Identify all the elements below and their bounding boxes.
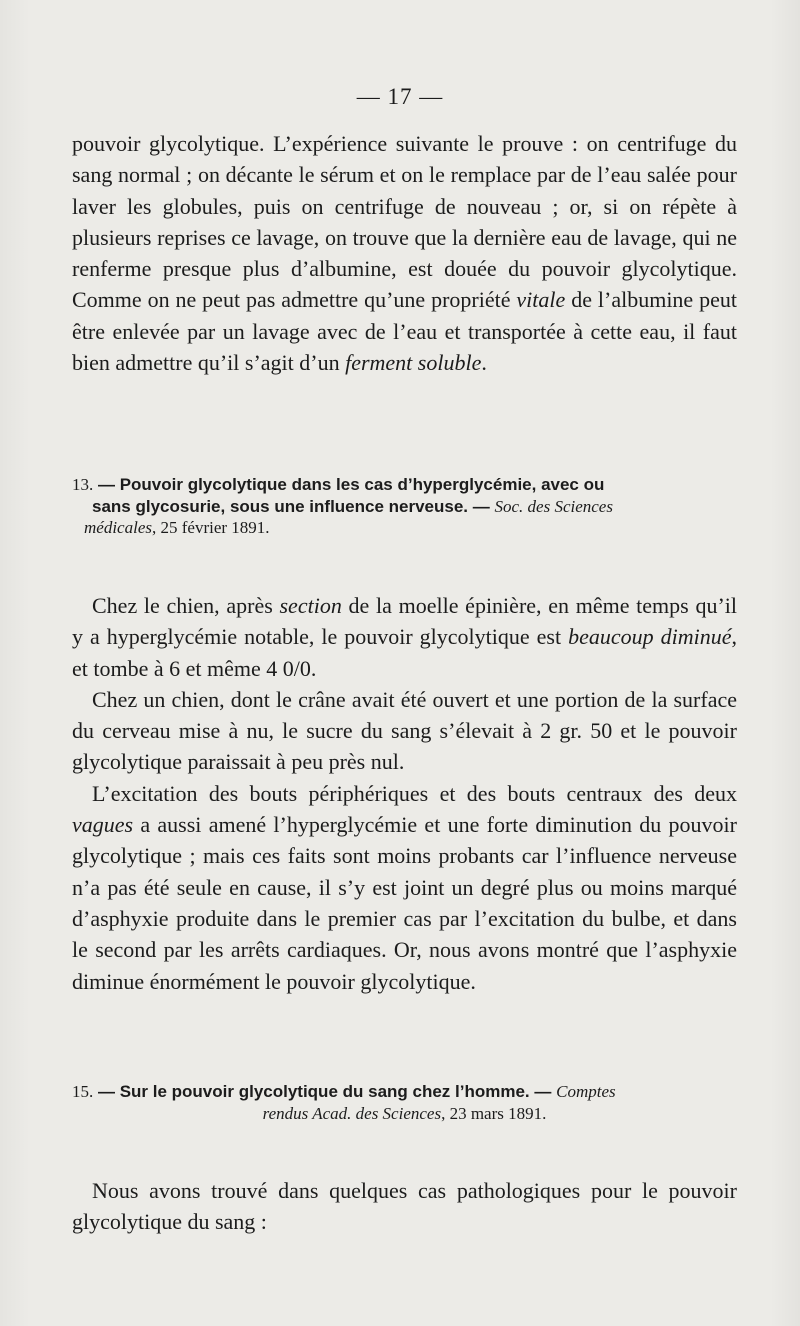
page-number: — 17 — [356,84,444,109]
section-date: , 25 février 1891. [151,518,270,537]
emphasis-section: section [279,593,342,618]
section-number: 13. [72,475,94,494]
section-source: Comptes [556,1082,616,1101]
paragraph-text: pouvoir glycolytique. L’expérience suivante le prouve : on centrifuge du sang normal ; on décante le sérum et on le remplace par de l’eau salée pour laver les globules, puis on centrifuge de nouveau ; or, si on répète à plusieurs reprises ce lavage, on trouve que la dernière eau de lavage, qui ne renferme presque plus d’albumine, est douée du pouvoir glycolytique. Comme on ne peut pas admettre qu’une propriété vitale de l’albumine peut être enlevée par un lavage avec de l’eau et transportée à cette eau, il faut bien admettre qu’il s’agit d’un ferment soluble. [72,131,737,376]
section-source: Soc. des Sciences [494,496,613,516]
emphasis-ferment-soluble: ferment soluble [345,350,482,376]
emphasis-beaucoup-diminue: beaucoup diminué [568,624,732,650]
section-15-body [72,1175,737,1238]
paragraph-cas-pathologiques: Nous avons trouvé dans quelques cas pathologiques pour le pouvoir glycolytique du sang : [72,1178,737,1235]
section-date: , 23 mars 1891. [441,1103,547,1123]
section-13-heading [72,474,737,539]
section-15-heading [72,1081,737,1124]
section-13-body [72,590,737,997]
emphasis-vagues: vagues [72,812,134,838]
paragraph-crane-ouvert: Chez un chien, dont le crâne avait été ouvert et une portion de la surface du cerveau mise à nu, le sucre du sang s’élevait à 2 gr. 50 et le pouvoir glycolytique paraissait à peu près nul. [72,686,737,775]
section-source-continued: médicales [84,518,152,537]
section-title-line-1: — Pouvoir glycolytique dans les cas d’hyperglycémie, avec ou [93,475,605,494]
paragraph-excitation-vagues: L’excitation des bouts périphériques et des bouts centraux des deux vagues a aussi amené l’hyperglycémie et une forte diminution du pouvoir glycolytique ; mais ces faits sont moins probants car l’influence nerveuse n’a pas été seule en cause, il s’y est joint un degré plus ou moins marqué d’asphyxie produite dans le premier cas par l’excitation du bulbe, et dans le second par les arrêts cardiaques. Or, nous avons montré que l’asphyxie diminue énormément le pouvoir glycolytique. [72,780,737,994]
section-title-line-2: sans glycosurie, sous une influence nerveuse. — [92,496,495,516]
section-title: — Sur le pouvoir glycolytique du sang chez l’homme. — [93,1082,557,1101]
section-source-continued: rendus Acad. des Sciences [262,1103,442,1123]
paragraph-section-moelle: Chez le chien, après section de la moelle épinière, en même temps qu’il y a hyperglycémie notable, le pouvoir glycolytique est beaucoup diminué, et tombe à 6 et même 4 0/0. [72,593,738,681]
paragraph-ferment-soluble [72,128,737,378]
emphasis-vitale: vitale [516,287,566,313]
section-number: 15. [72,1082,94,1101]
